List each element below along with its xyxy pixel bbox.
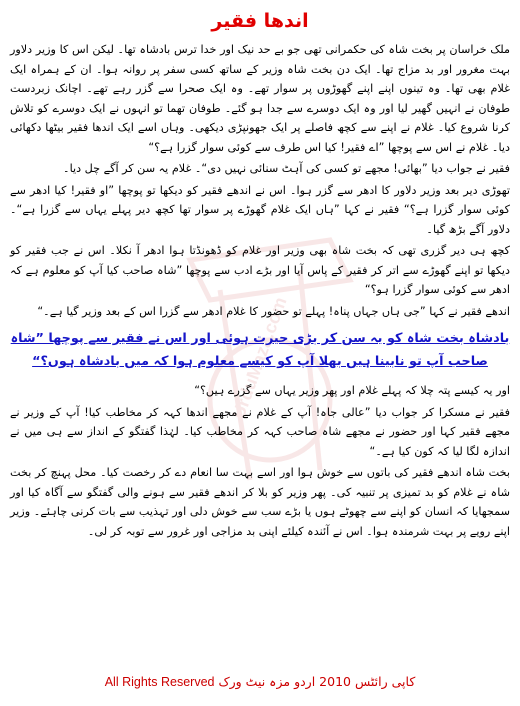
paragraph-2: فقیر نے جواب دیا ”بھائی! مجھے تو کسی کی آہٹ سنائی نہیں دی“۔ غلام یہ سن کر آگے چل دیا۔ bbox=[63, 162, 510, 175]
story-title: اندھا فقیر bbox=[211, 10, 309, 32]
footer-english: All Rights Reserved bbox=[104, 675, 215, 689]
paragraph-7: فقیر نے مسکرا کر جواب دیا ”عالی جاہ! آپ کے غلام نے مجھے اندھا کہہ کر مخاطب کیا! آپ کے وزیر نے مجھے فقیر کہا اور حضور نے مجھے شاہ صاحب کہہ کر مخاطب کیا۔ لہٰذا گفتگو کے انداز سے ہی میں نے اندازہ لگا لیا کہ کون کیا ہے۔“ bbox=[10, 405, 510, 458]
highlight-link-paragraph[interactable]: بادشاہ بخت شاہ کو یہ سن کر بڑی حیرت ہوئی اور اس نے فقیر سے پوچھا ”شاہ صاحب آپ تو نابینا ہیں بھلا آپ کو کیسے معلوم ہوا کہ میں بادشاہ ہوں؟“ bbox=[10, 331, 510, 369]
paragraph-6: اور یہ کیسے پتہ چلا کہ پہلے غلام اور پھر وزیر یہاں سے گزرے ہیں؟“ bbox=[194, 384, 510, 397]
paragraph-4: کچھ ہی دیر گزری تھی کہ بخت شاہ بھی وزیر اور غلام کو ڈھونڈتا ہوا ادھر آ نکلا۔ اس نے جب فقیر کو دیکھا تو اپنے گھوڑے سے اتر کر فقیر کے پاس آیا اور بڑے ادب سے پوچھا ”شاہ صاحب کیا آپ کو معلوم ہے کہ ادھر سے کوئی سوار گزرا ہو؟“ bbox=[10, 244, 510, 296]
footer-urdu: کاپی رائٹس 2010 اردو مزہ نیٹ ورک bbox=[218, 674, 416, 689]
paragraph-5: اندھے فقیر نے کہا ”جی ہاں جہاں پناہ! پہلے تو حضور کا غلام ادھر سے گزرا اس کے بعد وزیر گیا ہے۔“ bbox=[37, 304, 510, 318]
paragraph-3: تھوڑی دیر بعد وزیر دلاور کا ادھر سے گزر ہوا۔ اس نے اندھے فقیر کو دیکھا تو پوچھا ”او فقیر! کیا ادھر سے کوئی سوار گزرا ہے؟“ فقیر نے کہا ”ہاں ایک غلام گھوڑے پر سوار تھا کچھ دیر پہلے یہاں سے گزرا ہے“۔ دلاور آگے بڑھ گیا۔ bbox=[10, 183, 510, 236]
watermark-text: UrduMaza.com bbox=[228, 294, 291, 422]
paragraph-8: بخت شاہ اندھے فقیر کی باتوں سے خوش ہوا اور اسے بہت سا انعام دے کر رخصت کیا۔ محل پہنچ کر بخت شاہ نے غلام کو بد تمیزی پر تنبیہ کی۔ پھر وزیر کو بلا کر اندھے فقیر سے ہونے والی گفتگو سے آگاہ کیا اور سمجھایا کہ انسان کو اپنے سے چھوٹے ہوں یا بڑے سب سے خوش دلی اور تہذیب سے بات کرنی چاہئے۔ وزیر اپنے رویے پر بہت شرمندہ ہوا۔ اس نے آئندہ کیلئے اپنی بد مزاجی اور غرور سے توبہ کر لی۔ bbox=[10, 466, 510, 538]
paragraph-1: ملک خراسان پر بخت شاہ کی حکمرانی تھی جو بے حد نیک اور خدا ترس بادشاہ تھا۔ لیکن اس کا وزیر دلاور بہت مغرور اور بد مزاج تھا۔ ایک دن بخت شاہ وزیر کے ساتھ کسی سفر پر روانہ ہوا۔ ان کے ہمراہ ایک غلام بھی تھا۔ وہ تینوں اپنے اپنے گھوڑوں پر سوار تھے۔ وہ ایک صحرا سے گزر رہے تھے۔ اچانک زبردست طوفان نے انہیں گھیر لیا اور وہ ایک دوسرے سے جدا ہو گئے۔ طوفان تھما تو انہوں نے ایک دوسرے کو تلاش کرنا شروع کیا۔ غلام نے اپنے سے کچھ فاصلے پر ایک جھونپڑی دیکھی۔ وہاں اسے ایک اندھا فقیر بیٹھا دکھائی دیا۔ غلام نے اس سے پوچھا ”اے فقیر! کیا اس طرف سے کوئی سوار گزرا ہے؟“ bbox=[10, 43, 510, 154]
copyright-footer bbox=[0, 672, 520, 692]
